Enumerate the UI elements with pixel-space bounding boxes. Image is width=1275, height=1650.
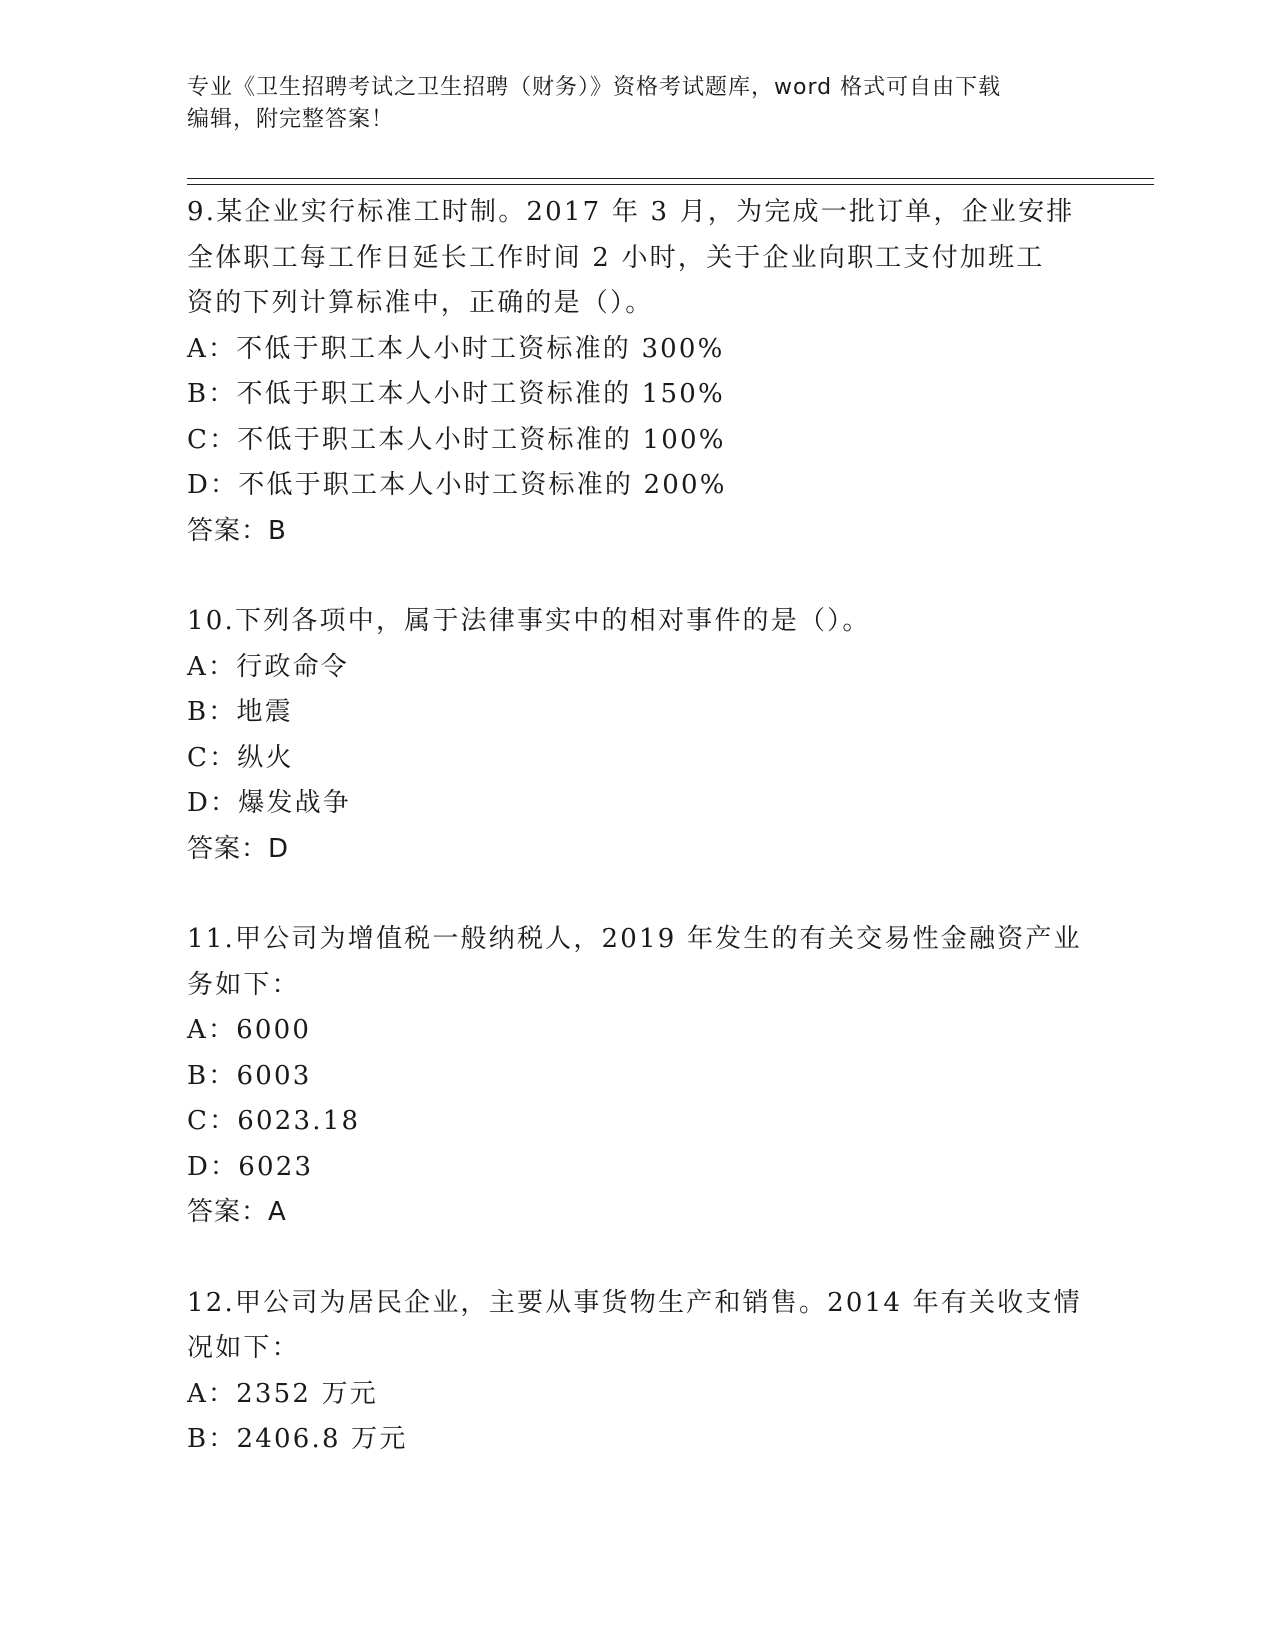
question-stem-line: 12.甲公司为居民企业，主要从事货物生产和销售。2014 年有关收支情 — [187, 1287, 1082, 1318]
option-c: C：纵火 — [187, 742, 294, 773]
option-c: C：6023.18 — [187, 1106, 361, 1136]
option-a: A：6000 — [187, 1015, 312, 1045]
option-a: A：行政命令 — [187, 651, 349, 682]
question-stem-line: 9.某企业实行标准工时制。2017 年 3 月，为完成一批订单，企业安排 — [187, 197, 1075, 227]
question-stem-line: 况如下： — [187, 1333, 300, 1363]
question-9 — [187, 190, 1087, 554]
header-rule-top — [187, 178, 1154, 179]
header-line-1: 专业《卫生招聘考试之卫生招聘（财务）》资格考试题库，word 格式可自由下载 — [187, 75, 1002, 100]
question-12 — [187, 1281, 1087, 1463]
option-d: D：不低于职工本人小时工资标准的 200% — [187, 470, 727, 500]
option-a: A：不低于职工本人小时工资标准的 300% — [187, 333, 725, 364]
header-rule-bottom — [187, 184, 1154, 185]
option-d: D：6023 — [187, 1151, 314, 1182]
document-header — [187, 72, 1087, 136]
answer: 答案：B — [187, 515, 287, 546]
option-b: B：不低于职工本人小时工资标准的 150% — [187, 379, 725, 409]
question-stem-line: 全体职工每工作日延长工作时间 2 小时，关于企业向职工支付加班工 — [187, 242, 1045, 273]
option-d: D：爆发战争 — [187, 788, 352, 818]
answer: 答案：D — [187, 833, 290, 864]
option-a: A：2352 万元 — [187, 1378, 379, 1409]
option-b: B：6003 — [187, 1060, 312, 1091]
question-stem-line: 11.甲公司为增值税一般纳税人，2019 年发生的有关交易性金融资产业 — [187, 924, 1082, 954]
option-b: B：地震 — [187, 697, 293, 727]
question-11 — [187, 917, 1087, 1236]
option-c: C：不低于职工本人小时工资标准的 100% — [187, 424, 726, 455]
question-10 — [187, 599, 1087, 872]
answer: 答案：A — [187, 1197, 287, 1227]
header-line-2: 编辑，附完整答案！ — [187, 107, 395, 132]
question-list — [187, 190, 1087, 1463]
option-b: B：2406.8 万元 — [187, 1424, 408, 1454]
question-stem-line: 10.下列各项中，属于法律事实中的相对事件的是（）。 — [187, 606, 871, 636]
question-stem-line: 务如下： — [187, 969, 300, 1000]
question-stem-line: 资的下列计算标准中，正确的是（）。 — [187, 288, 654, 318]
